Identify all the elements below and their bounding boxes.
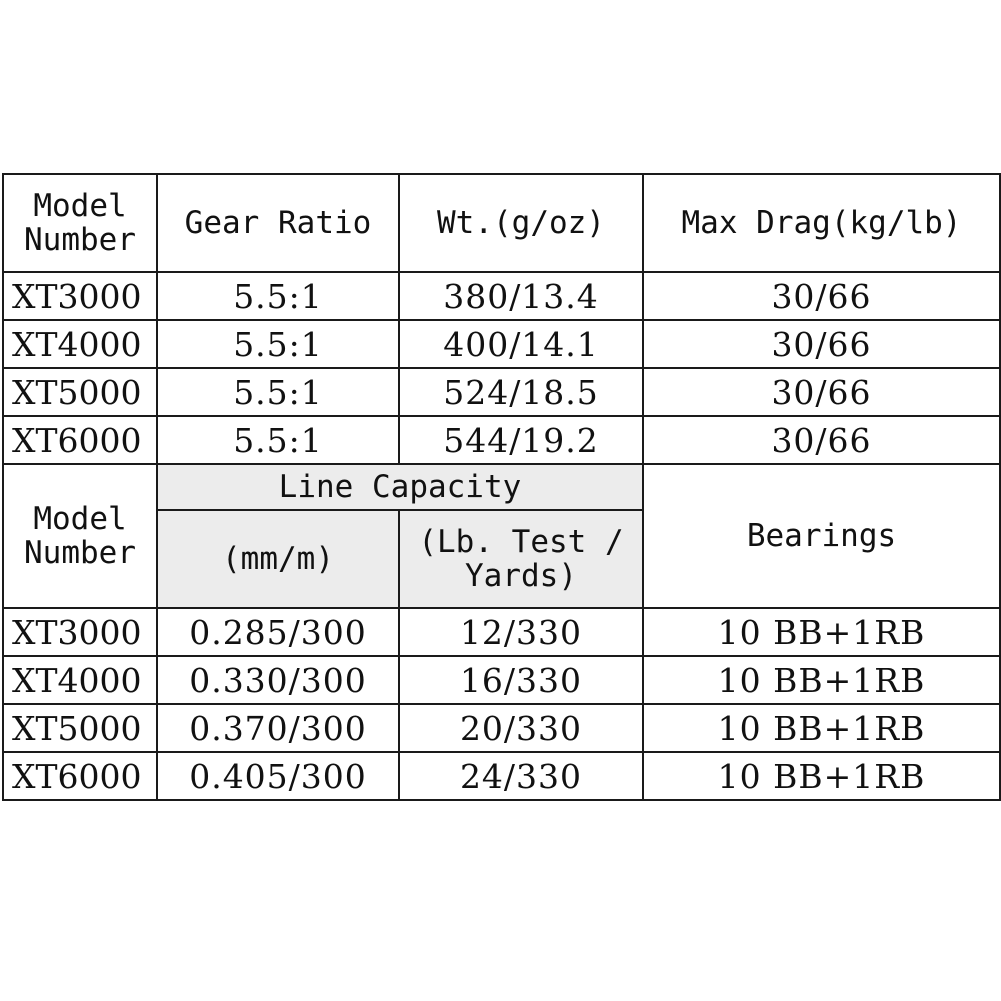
cell-gear-ratio: 5.5:1 [157,368,399,416]
cell-gear-ratio: 5.5:1 [157,416,399,464]
cell-line-mm: 0.405/300 [157,752,399,800]
cell-weight: 400/14.1 [399,320,643,368]
cell-model: XT3000 [3,608,157,656]
cell-max-drag: 30/66 [643,272,1000,320]
cell-model: XT6000 [3,416,157,464]
cell-bearings: 10 BB+1RB [643,608,1000,656]
cell-line-mm: 0.285/300 [157,608,399,656]
table1-header-row [3,174,1000,272]
table-row [3,752,1000,800]
table-row [3,272,1000,320]
cell-max-drag: 30/66 [643,320,1000,368]
header-max-drag: Max Drag(kg/lb) [643,174,1000,272]
cell-model: XT5000 [3,368,157,416]
cell-bearings: 10 BB+1RB [643,656,1000,704]
cell-line-lb: 20/330 [399,704,643,752]
cell-weight: 380/13.4 [399,272,643,320]
table-row [3,704,1000,752]
cell-model: XT3000 [3,272,157,320]
table-row [3,608,1000,656]
cell-max-drag: 30/66 [643,368,1000,416]
header-model-number-2: Model Number [3,464,157,608]
cell-line-lb: 12/330 [399,608,643,656]
table-row [3,368,1000,416]
header-model-number: Model Number [3,174,157,272]
cell-model: XT4000 [3,656,157,704]
table-row [3,416,1000,464]
cell-model: XT6000 [3,752,157,800]
header-gear-ratio: Gear Ratio [157,174,399,272]
cell-model: XT4000 [3,320,157,368]
cell-bearings: 10 BB+1RB [643,704,1000,752]
header-mm-m: (mm/m) [157,510,399,608]
table2-header-row [3,464,1000,510]
table-row [3,320,1000,368]
cell-bearings: 10 BB+1RB [643,752,1000,800]
cell-weight: 524/18.5 [399,368,643,416]
cell-gear-ratio: 5.5:1 [157,320,399,368]
cell-weight: 544/19.2 [399,416,643,464]
header-bearings: Bearings [643,464,1000,608]
cell-line-lb: 16/330 [399,656,643,704]
spec-table [2,173,1001,801]
cell-line-mm: 0.330/300 [157,656,399,704]
cell-gear-ratio: 5.5:1 [157,272,399,320]
cell-line-mm: 0.370/300 [157,704,399,752]
header-lb-test-yards: (Lb. Test / Yards) [399,510,643,608]
cell-max-drag: 30/66 [643,416,1000,464]
table-row [3,656,1000,704]
cell-model: XT5000 [3,704,157,752]
cell-line-lb: 24/330 [399,752,643,800]
header-weight: Wt.(g/oz) [399,174,643,272]
header-line-capacity: Line Capacity [157,464,643,510]
